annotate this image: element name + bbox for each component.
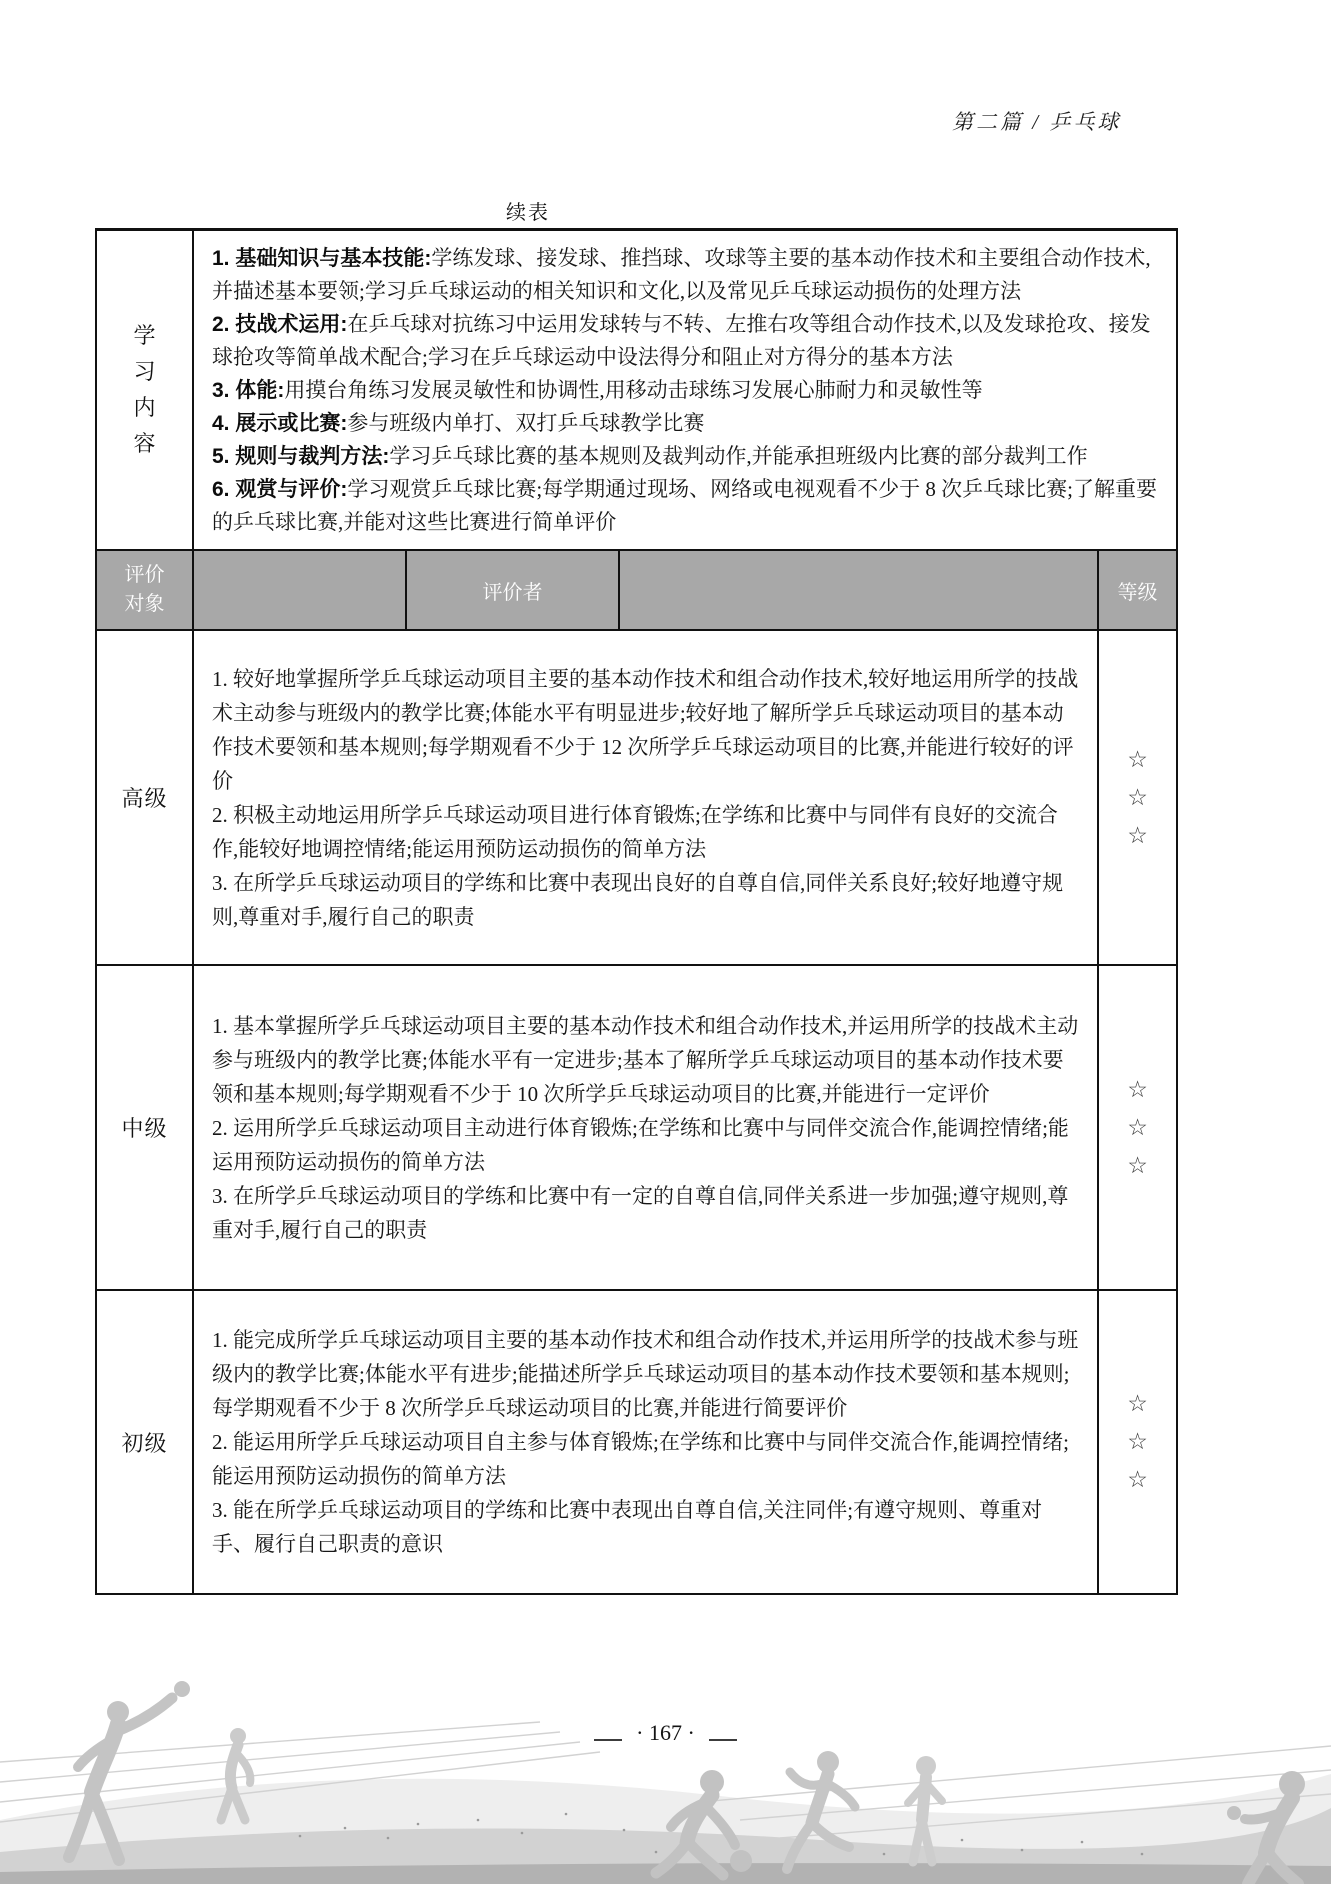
level-label-cell [97, 631, 194, 964]
level-description-cell [194, 631, 1099, 964]
page-number: · 167 · [636, 1720, 695, 1745]
learning-item-text: 在乒乓球对抗练习中运用发球转与不转、左推右攻等组合动作技术,以及发球抢攻、接发球抢攻等简单战术配合;学习在乒乓球运动中设法得分和阻止对方得分的基本方法 [212, 311, 1151, 369]
learning-item [212, 407, 1158, 440]
level-name: 中级 [121, 1116, 168, 1141]
learning-item [212, 374, 1158, 407]
level-label-cell [97, 1291, 194, 1593]
header-cell-object [97, 551, 194, 629]
level-point: 2. 能运用所学乒乓球运动项目自主参与体育锻炼;在学练和比赛中与同伴交流合作,能调控情绪;能运用预防运动损伤的简单方法 [212, 1430, 1069, 1488]
footer-dash [594, 1739, 622, 1741]
continued-table-caption: 续表 [506, 202, 550, 224]
learning-item-text: 学习乒乓球比赛的基本规则及裁判动作,并能承担班级内比赛的部分裁判工作 [389, 443, 1088, 468]
star-icon: ☆ [1127, 1429, 1148, 1454]
grade-stars-cell [1099, 1291, 1176, 1593]
star-icon: ☆ [1127, 1076, 1148, 1102]
evaluation-table [95, 228, 1178, 1595]
learning-item-text: 学习观赏乒乓球比赛;每学期通过现场、网络或电视观看不少于 8 次乒乓球比赛;了解重要的乒乓球比赛,并能对这些比赛进行简单评价 [212, 476, 1158, 534]
learning-item [212, 242, 1158, 308]
level-point: 1. 较好地掌握所学乒乓球运动项目主要的基本动作技术和组合动作技术,较好地运用所学的技战术主动参与班级内的教学比赛;体能水平有明显进步;较好地了解所学乒乓球运动项目的基本动作技术要领和基本规则;每学期观看不少于 12 次所学乒乓球运动项目的比赛,并能进行较好的评价 [212, 666, 1079, 793]
star-icon: ☆ [1127, 1152, 1148, 1178]
level-description-cell [194, 1291, 1099, 1593]
level-row-beginner [97, 1291, 1176, 1593]
learning-item-lead: 4. 展示或比赛: [212, 411, 348, 435]
star-icon: ☆ [1127, 784, 1148, 810]
level-name: 高级 [121, 786, 168, 811]
level-point: 1. 基本掌握所学乒乓球运动项目主要的基本动作技术和组合动作技术,并运用所学的技战术主动参与班级内的教学比赛;体能水平有一定进步;基本了解所学乒乓球运动项目的基本动作技术要领和基本规则;每学期观看不少于 10 次所学乒乓球运动项目的比赛,并能进行一定评价 [212, 1013, 1079, 1106]
star-icon: ☆ [1127, 1114, 1148, 1140]
learning-content-cell [194, 231, 1176, 549]
level-point: 3. 能在所学乒乓球运动项目的学练和比赛中表现出自尊自信,关注同伴;有遵守规则、尊重对手、履行自己职责的意识 [212, 1498, 1043, 1556]
level-point: 3. 在所学乒乓球运动项目的学练和比赛中表现出良好的自尊自信,同伴关系良好;较好地遵守规则,尊重对手,履行自己的职责 [212, 870, 1064, 929]
learning-item [212, 440, 1158, 473]
header-object-label: 评价对象 [124, 564, 165, 615]
level-label-cell [97, 966, 194, 1289]
learning-item-text: 学练发球、接发球、推挡球、攻球等主要的基本动作技术和主要组合动作技术,并描述基本要领;学习乒乓球运动的相关知识和文化,以及常见乒乓球运动损伤的处理方法 [212, 245, 1151, 303]
level-description-cell [194, 966, 1099, 1289]
learning-content-label: 学习内容 [133, 323, 156, 456]
learning-item-lead: 6. 观赏与评价: [212, 477, 348, 501]
learning-item-lead: 1. 基础知识与基本技能: [212, 246, 432, 270]
star-icon: ☆ [1127, 822, 1148, 848]
header-evaluator-label: 评价者 [407, 551, 620, 629]
learning-item [212, 308, 1158, 374]
header-grade-label: 等级 [1117, 581, 1158, 604]
level-point: 1. 能完成所学乒乓球运动项目主要的基本动作技术和组合动作技术,并运用所学的技战术参与班级内的教学比赛;体能水平有进步;能描述所学乒乓球运动项目的基本动作技术要领和基本规则;每学期观看不少于 8 次所学乒乓球运动项目的比赛,并能进行简要评价 [212, 1328, 1079, 1420]
evaluation-header-row [97, 551, 1176, 631]
page-number-row [0, 1720, 1331, 1746]
learning-item-text: 用摸台角练习发展灵敏性和协调性,用移动击球练习发展心肺耐力和灵敏性等 [284, 377, 983, 402]
learning-content-row [97, 231, 1176, 551]
learning-item-lead: 2. 技战术运用: [212, 312, 348, 336]
footer-decoration-sports-silhouettes [0, 1624, 1331, 1884]
star-icon: ☆ [1127, 746, 1148, 772]
level-row-advanced [97, 631, 1176, 966]
header-empty-cell [194, 551, 407, 629]
section-title: 第二篇 / 乒乓球 [952, 110, 1122, 134]
header-empty-cell [620, 551, 1099, 629]
learning-item [212, 473, 1158, 539]
learning-content-label-cell [97, 231, 194, 549]
learning-item-lead: 5. 规则与裁判方法: [212, 444, 390, 468]
level-point: 3. 在所学乒乓球运动项目的学练和比赛中有一定的自尊自信,同伴关系进一步加强;遵守规则,尊重对手,履行自己的职责 [212, 1183, 1069, 1242]
learning-item-lead: 3. 体能: [212, 378, 285, 402]
star-icon: ☆ [1127, 1391, 1148, 1416]
level-point: 2. 积极主动地运用所学乒乓球运动项目进行体育锻炼;在学练和比赛中与同伴有良好的交流合作,能较好地调控情绪;能运用预防运动损伤的简单方法 [212, 802, 1058, 861]
grade-stars-cell [1099, 631, 1176, 964]
footer-dash [709, 1739, 737, 1741]
learning-item-text: 参与班级内单打、双打乒乓球教学比赛 [347, 410, 705, 435]
level-row-intermediate [97, 966, 1176, 1291]
level-name: 初级 [121, 1430, 168, 1456]
star-icon: ☆ [1127, 1467, 1148, 1492]
level-point: 2. 运用所学乒乓球运动项目主动进行体育锻炼;在学练和比赛中与同伴交流合作,能调控情绪;能运用预防运动损伤的简单方法 [212, 1115, 1069, 1174]
grade-stars-cell [1099, 966, 1176, 1289]
